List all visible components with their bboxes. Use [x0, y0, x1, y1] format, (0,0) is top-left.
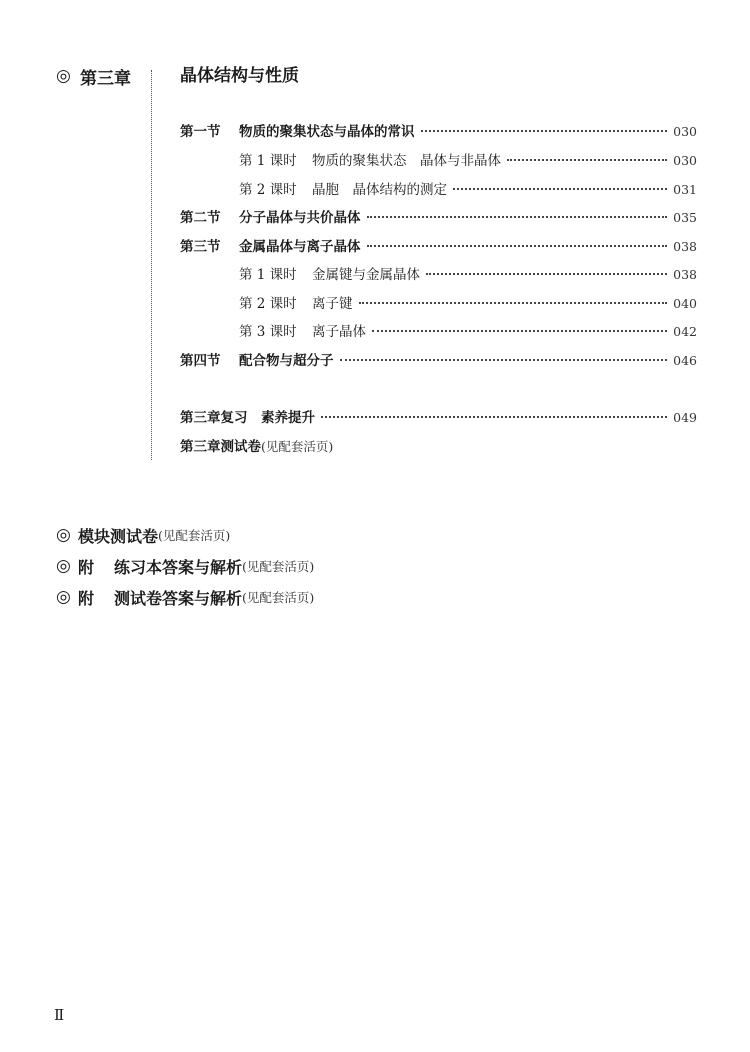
page-number: 030: [673, 153, 697, 168]
lesson-title: 金属键与金属晶体: [312, 267, 420, 283]
section-title: 配合物与超分子: [239, 353, 334, 369]
leader-dots: [453, 188, 667, 190]
section-number: 第四节: [180, 353, 221, 369]
section-number: 第二节: [180, 210, 221, 226]
toc-extra-test-answers[interactable]: [56, 585, 314, 609]
chapter-test-title: 第三章测试卷: [180, 439, 261, 455]
page-number: 031: [673, 182, 697, 197]
section-title: 分子晶体与共价晶体: [239, 210, 361, 226]
leader-dots: [340, 359, 668, 361]
toc-entry-chapter-test[interactable]: [180, 436, 697, 458]
lesson-title: 离子晶体: [312, 324, 366, 340]
toc-extra-workbook-answers[interactable]: [56, 554, 314, 578]
page-number: 046: [673, 353, 697, 368]
toc-entry-review[interactable]: [180, 407, 697, 429]
toc-entry-section-1[interactable]: [180, 121, 697, 143]
toc-extra-module-test[interactable]: [56, 523, 230, 547]
page-number: 038: [673, 267, 697, 282]
toc-entry-section-2[interactable]: [180, 207, 697, 229]
toc-entry-lesson[interactable]: [239, 321, 697, 343]
extra-title: 模块测试卷: [78, 526, 159, 546]
lesson-title: 物质的聚集状态 晶体与非晶体: [312, 153, 501, 169]
page-number: 042: [673, 324, 697, 339]
bullet-circle-icon: ◎: [56, 556, 71, 576]
lesson-title: 离子键: [312, 296, 353, 312]
leader-dots: [421, 130, 668, 132]
leader-dots: [321, 416, 667, 418]
toc-entry-section-4[interactable]: [180, 350, 697, 372]
page-number: 049: [673, 410, 697, 425]
extra-title: 测试卷答案与解析: [114, 588, 243, 608]
toc-entry-lesson[interactable]: [239, 293, 697, 315]
chapter-heading: [56, 64, 131, 88]
extra-prefix: 附: [78, 588, 95, 608]
chapter-test-note: (见配套活页): [261, 439, 334, 454]
extra-note: (见配套活页): [242, 559, 315, 574]
lesson-number: 第 2 课时: [239, 296, 297, 312]
lesson-title: 晶胞 晶体结构的测定: [312, 182, 447, 198]
lesson-number: 第 1 课时: [239, 267, 297, 283]
leader-dots: [359, 302, 668, 304]
extra-note: (见配套活页): [242, 590, 315, 605]
extra-note: (见配套活页): [158, 528, 231, 543]
lesson-number: 第 1 课时: [239, 153, 297, 169]
lesson-number: 第 3 课时: [239, 324, 297, 340]
review-title: 第三章复习 素养提升: [180, 410, 315, 426]
lesson-number: 第 2 课时: [239, 182, 297, 198]
toc-entry-lesson[interactable]: [239, 179, 697, 201]
toc-entry-section-3[interactable]: [180, 236, 697, 258]
extra-prefix: 附: [78, 557, 95, 577]
leader-dots: [426, 273, 667, 275]
extra-title: 练习本答案与解析: [114, 557, 243, 577]
page-folio: Ⅱ: [54, 1006, 65, 1024]
toc-entry-lesson[interactable]: [239, 150, 697, 172]
bullet-circle-icon: ◎: [56, 66, 71, 86]
leader-dots: [367, 245, 668, 247]
page-number: 035: [673, 210, 697, 225]
page-number: 030: [673, 124, 697, 139]
leader-dots: [367, 216, 668, 218]
section-number: 第一节: [180, 124, 221, 140]
bullet-circle-icon: ◎: [56, 587, 71, 607]
page-number: 040: [673, 296, 697, 311]
bullet-circle-icon: ◎: [56, 525, 71, 545]
section-title: 金属晶体与离子晶体: [239, 239, 361, 255]
dotted-divider: [151, 70, 152, 460]
leader-dots: [507, 159, 667, 161]
leader-dots: [372, 330, 667, 332]
section-title: 物质的聚集状态与晶体的常识: [239, 124, 415, 140]
page-number: 038: [673, 239, 697, 254]
section-number: 第三节: [180, 239, 221, 255]
chapter-title: 晶体结构与性质: [180, 66, 299, 86]
chapter-label: 第三章: [80, 68, 131, 89]
toc-entry-lesson[interactable]: [239, 264, 697, 286]
